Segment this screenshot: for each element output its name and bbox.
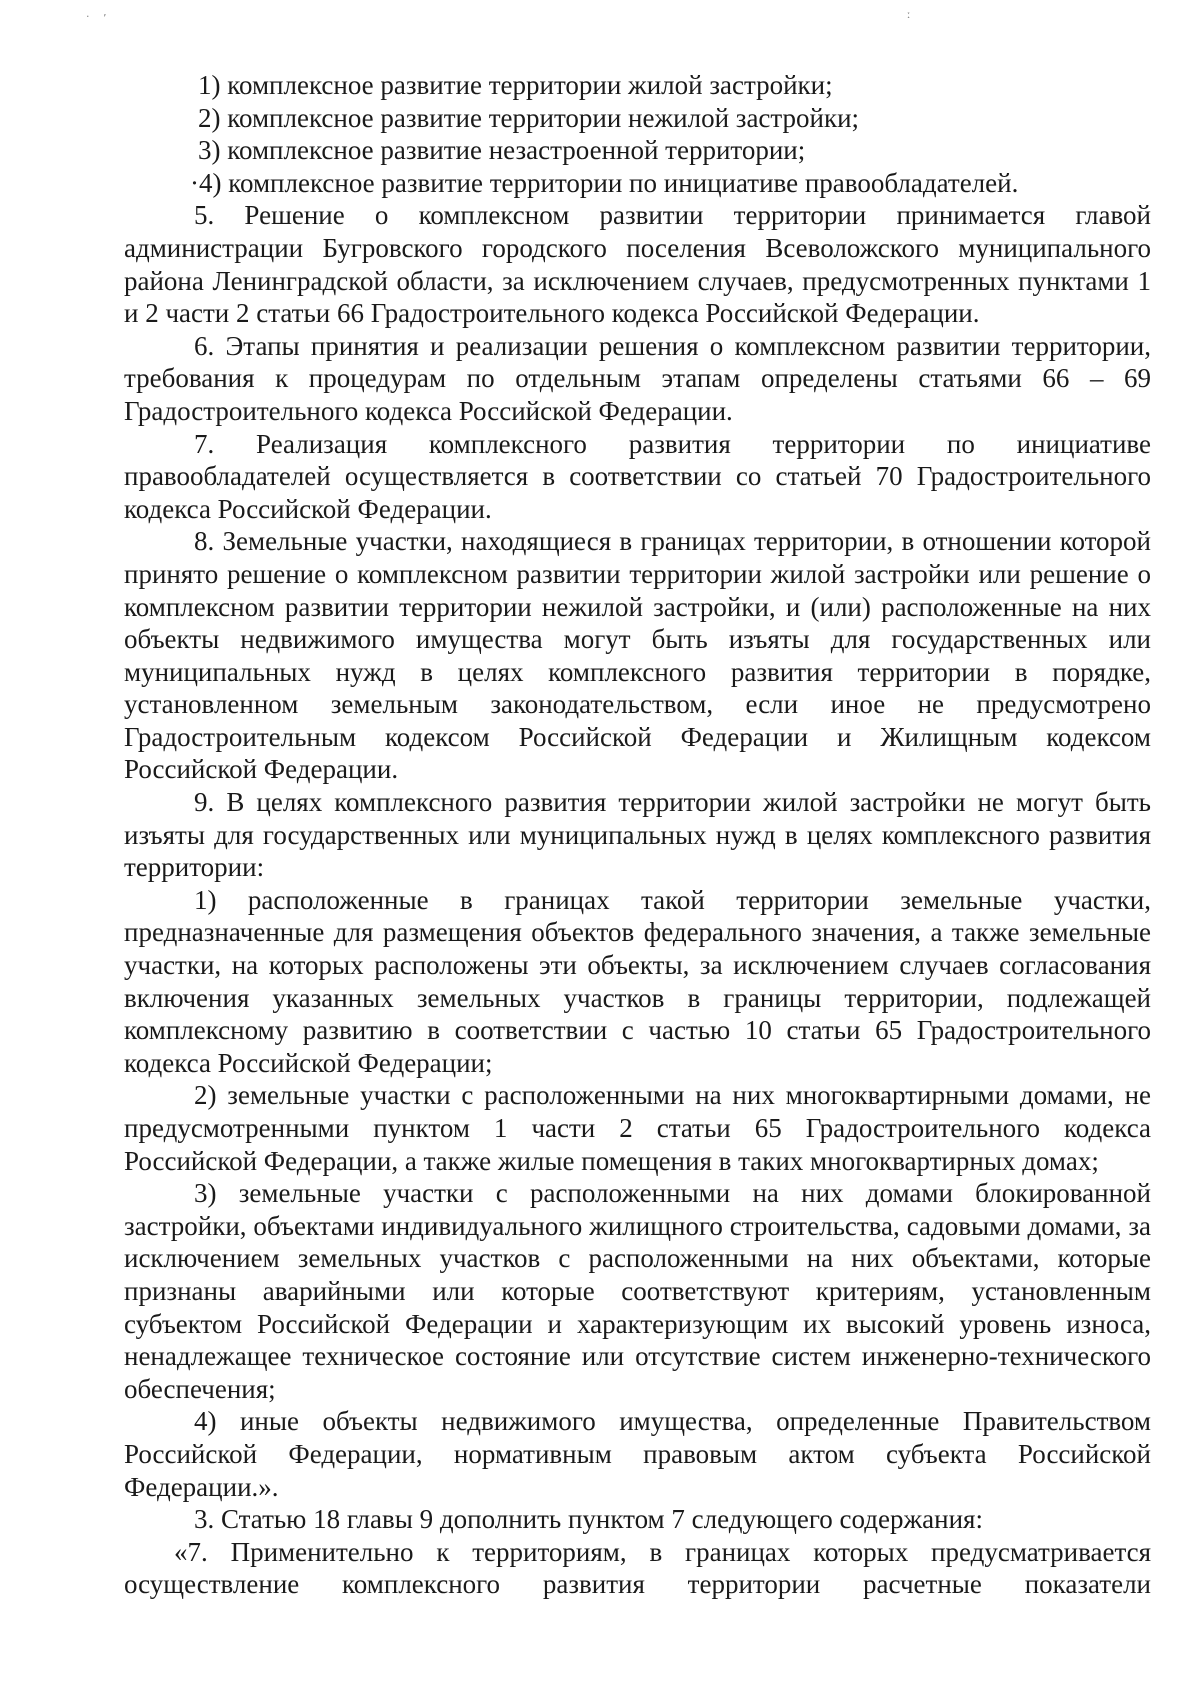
intro-item-4: ·4) комплексное развитие территории по инициативе правообладателей. bbox=[190, 167, 1019, 198]
clause-9-item-3: 3) земельные участки с расположенными на них домами блокированной застройки, объектами индивидуального жилищного строительства, садовыми домами, за исключением земельных участков с расположенными на них объектами, которые признаны аварийными или которые соответствуют критериям, установленным субъектом Российской Федерации и характеризующим их высокий уровень износа, ненадлежащее техническое состояние или отсутствие систем инженерно-технического обеспечения; bbox=[124, 1178, 1151, 1404]
quoted-clause-7: «7. Применительно к территориям, в границах которых предусматривается осуществление комплексного развития территории расчетные показатели bbox=[124, 1536, 1151, 1600]
clause-9-item-1: 1) расположенные в границах такой территории земельные участки, предназначенные для размещения объектов федерального значения, а также земельные участки, на которых расположены эти объекты, за исключением случаев согласования включения указанных земельных участков в границы территории, подлежащей комплексному развитию в соответствии с частью 10 статьи 65 Градостроительного кодекса Российской Федерации; bbox=[124, 884, 1151, 1078]
clause-7: 7. Реализация комплексного развития территории по инициативе правообладателей осуществляется в соответствии со статьей 70 Градостроительного кодекса Российской Федерации. bbox=[124, 428, 1151, 524]
scan-speck-left: · bbox=[86, 10, 90, 23]
clause-5: 5. Решение о комплексном развитии территории принимается главой администрации Бугровского городского поселения Всеволожского муниципального района Ленинградской области, за исключением случаев, предусмотренных пунктами 1 и 2 части 2 статьи 66 Градостроительного кодекса Российской Федерации. bbox=[124, 200, 1151, 329]
intro-item-1: 1) комплексное развитие территории жилой застройки; bbox=[198, 70, 833, 100]
clause-6: 6. Этапы принятия и реализации решения о комплексном развитии территории, требования к процедурам по отдельным этапам определены статьями 66 – 69 Градостроительного кодекса Российской Федерации. bbox=[124, 330, 1151, 426]
scan-speck-right: ː bbox=[907, 8, 911, 21]
clause-9-item-4: 4) иные объекты недвижимого имущества, определенные Правительством Российской Федерации, нормативным правовым актом субъекта Российской Федерации.». bbox=[124, 1406, 1151, 1502]
clause-9: 9. В целях комплексного развития территории жилой застройки не могут быть изъяты для государственных или муниципальных нужд в целях комплексного развития территории: bbox=[124, 787, 1151, 883]
clause-8: 8. Земельные участки, находящиеся в границах территории, в отношении которой принято решение о комплексном развитии территории жилой застройки или решение о комплексном развитии территории нежилой застройки, и (или) расположенные на них объекты недвижимого имущества могут быть изъяты для государственных или муниципальных нужд в целях комплексного развития территории в порядке, установленном земельным законодательством, если иное не предусмотрено Градостроительным кодексом Российской Федерации и Жилищным кодексом Российской Федерации. bbox=[124, 526, 1151, 785]
document-body bbox=[124, 69, 1151, 1601]
scan-speck-left-2: ʼ bbox=[103, 12, 107, 25]
amendment-3: 3. Статью 18 главы 9 дополнить пунктом 7 следующего содержания: bbox=[194, 1504, 983, 1535]
intro-item-3: 3) комплексное развитие незастроенной территории; bbox=[198, 135, 806, 166]
clause-9-item-2: 2) земельные участки с расположенными на них многоквартирными домами, не предусмотренными пунктом 1 части 2 статьи 65 Градостроительного кодекса Российской Федерации, а также жилые помещения в таких многоквартирных домах; bbox=[124, 1080, 1151, 1176]
intro-item-2: 2) комплексное развитие территории нежилой застройки; bbox=[198, 102, 860, 133]
